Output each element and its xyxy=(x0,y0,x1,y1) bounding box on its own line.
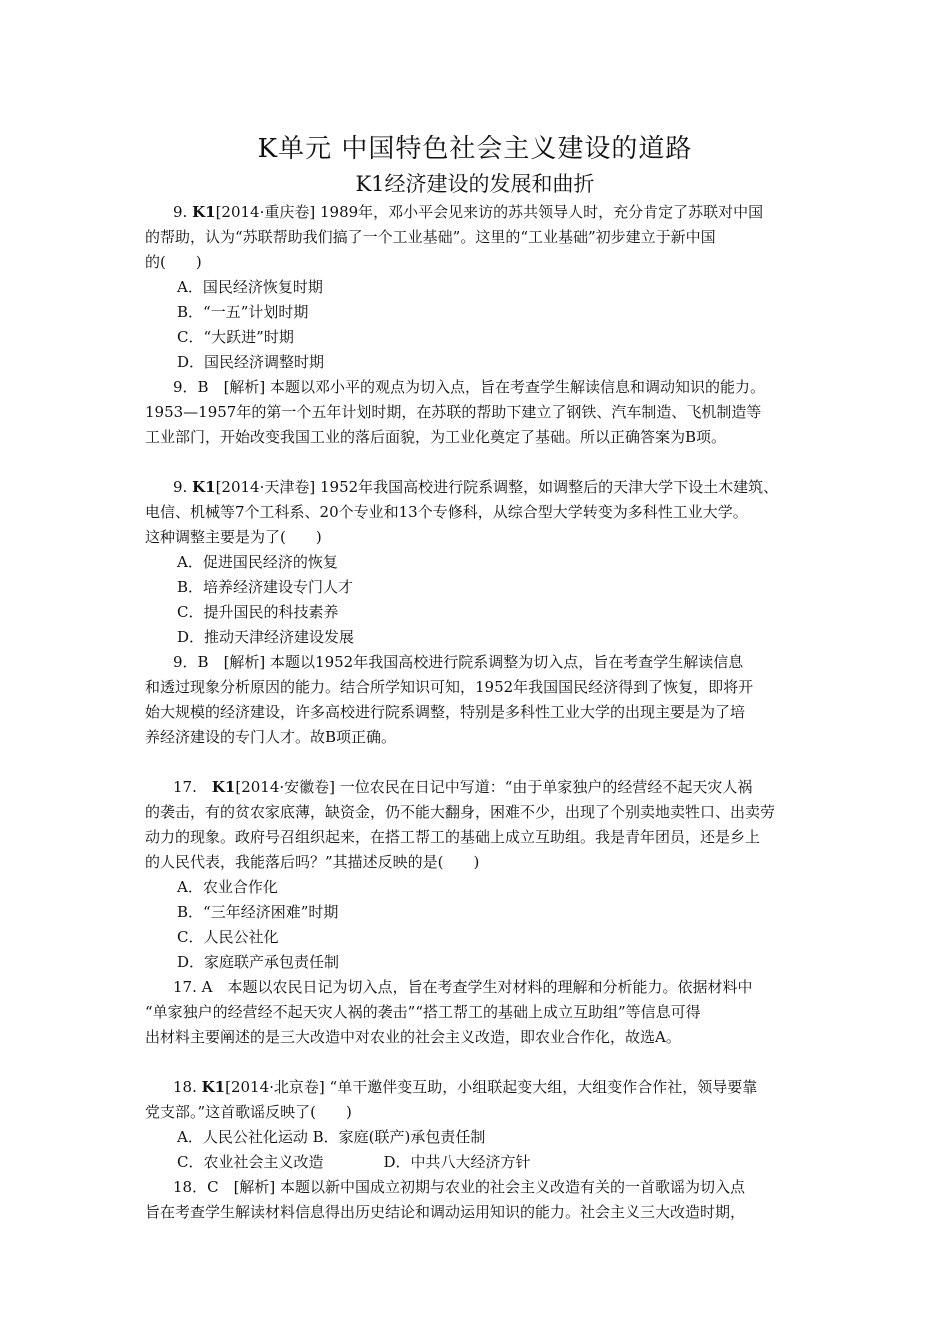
question-stem-line: 17. K1[2014·安徽卷] 一位农民在日记中写道：“由于单家独户的经营经不起天灾人祸 xyxy=(173,778,753,796)
answer-line: 1953—1957年的第一个五年计划时期，在苏联的帮助下建立了钢铁、汽车制造、飞机制造等 xyxy=(145,403,762,421)
spacer xyxy=(145,1050,810,1075)
option-c: C．提升国民的科技素养 xyxy=(177,603,339,621)
answer-line: 旨在考查学生解读材料信息得出历史结论和调动运用知识的能力。社会主义三大改造时期， xyxy=(145,1203,746,1221)
option-cd: C．农业社会主义改造 D．中共八大经济方针 xyxy=(177,1153,531,1171)
question-stem-line: 的( ) xyxy=(145,253,202,271)
option-a: A．农业合作化 xyxy=(177,878,278,896)
option-a: A．国民经济恢复时期 xyxy=(177,278,323,296)
option-b: B．“一五”计划时期 xyxy=(177,303,309,321)
question-stem-line: 电信、机械等7个工科系、20个专业和13个专修科，从综合型大学转变为多科性工业大学。 xyxy=(145,503,748,521)
question-list xyxy=(145,200,810,1225)
option-ab: A．人民公社化运动 B．家庭(联产)承包责任制 xyxy=(177,1128,486,1146)
option-c: C．“大跃进”时期 xyxy=(177,328,294,346)
section-title: K1经济建设的发展和曲折 xyxy=(355,172,595,196)
question-stem-line: 这种调整主要是为了( ) xyxy=(145,528,322,546)
question-stem-line: 党支部。”这首歌谣反映了( ) xyxy=(145,1103,352,1121)
answer-line: 9．B [解析] 本题以1952年我国高校进行院系调整为切入点，旨在考查学生解读信息 xyxy=(173,653,744,671)
question-block xyxy=(145,200,810,450)
answer-line: 工业部门，开始改变我国工业的落后面貌，为工业化奠定了基础。所以正确答案为B项。 xyxy=(145,428,727,446)
option-d: D．国民经济调整时期 xyxy=(177,353,325,371)
question-stem-line: 的帮助，认为“苏联帮助我们搞了一个工业基础”。这里的“工业基础”初步建立于新中国 xyxy=(145,228,716,246)
answer-line: 9．B [解析] 本题以邓小平的观点为切入点，旨在考查学生解读信息和调动知识的能力。 xyxy=(173,378,766,396)
option-d: D．推动天津经济建设发展 xyxy=(177,628,355,646)
spacer xyxy=(145,750,810,775)
answer-line: 始大规模的经济建设，许多高校进行院系调整，特别是多科性工业大学的出现主要是为了培 xyxy=(145,703,746,721)
page-title: K单元 中国特色社会主义建设的道路 xyxy=(257,134,693,164)
question-stem-line: 的人民代表，我能落后吗？”其描述反映的是( ) xyxy=(145,853,480,871)
answer-line: 出材料主要阐述的是三大改造中对农业的社会主义改造，即农业合作化，故选A。 xyxy=(145,1028,681,1046)
question-block xyxy=(145,775,810,1050)
question-block xyxy=(145,475,810,750)
option-a: A．促进国民经济的恢复 xyxy=(177,553,338,571)
option-b: B．培养经济建设专门人才 xyxy=(177,578,354,596)
spacer xyxy=(145,450,810,475)
answer-line: 17. A 本题以农民日记为切入点，旨在考查学生对材料的理解和分析能力。依据材料中 xyxy=(173,978,753,996)
answer-line: 养经济建设的专门人才。故B项正确。 xyxy=(145,728,397,746)
answer-line: 18．C [解析] 本题以新中国成立初期与农业的社会主义改造有关的一首歌谣为切入点 xyxy=(173,1178,746,1196)
option-d: D．家庭联产承包责任制 xyxy=(177,953,340,971)
question-stem-line: 的袭击，有的贫农家底薄，缺资金，仍不能大翻身，困难不少，出现了个别卖地卖牲口、出卖劳 xyxy=(145,803,776,821)
answer-line: 和透过现象分析原因的能力。结合所学知识可知，1952年我国国民经济得到了恢复，即将开 xyxy=(145,678,754,696)
question-block xyxy=(145,1075,810,1225)
answer-line: “单家独户的经营经不起天灾人祸的袭击”“搭工帮工的基础上成立互助组”等信息可得 xyxy=(145,1003,701,1021)
option-c: C．人民公社化 xyxy=(177,928,279,946)
question-stem-line: 18. K1[2014·北京卷] “单干邀伴变互助，小组联起变大组，大组变作合作社，领导要靠 xyxy=(173,1078,758,1096)
question-stem-line: 9. K1[2014·重庆卷] 1989年，邓小平会见来访的苏共领导人时，充分肯定了苏联对中国 xyxy=(173,203,764,221)
question-stem-line: 动力的现象。政府号召组织起来，在搭工帮工的基础上成立互助组。我是青年团员，还是乡上 xyxy=(145,828,761,846)
option-b: B．“三年经济困难”时期 xyxy=(177,903,339,921)
question-stem-line: 9. K1[2014·天津卷] 1952年我国高校进行院系调整，如调整后的天津大学下设土木建筑、 xyxy=(173,478,779,496)
